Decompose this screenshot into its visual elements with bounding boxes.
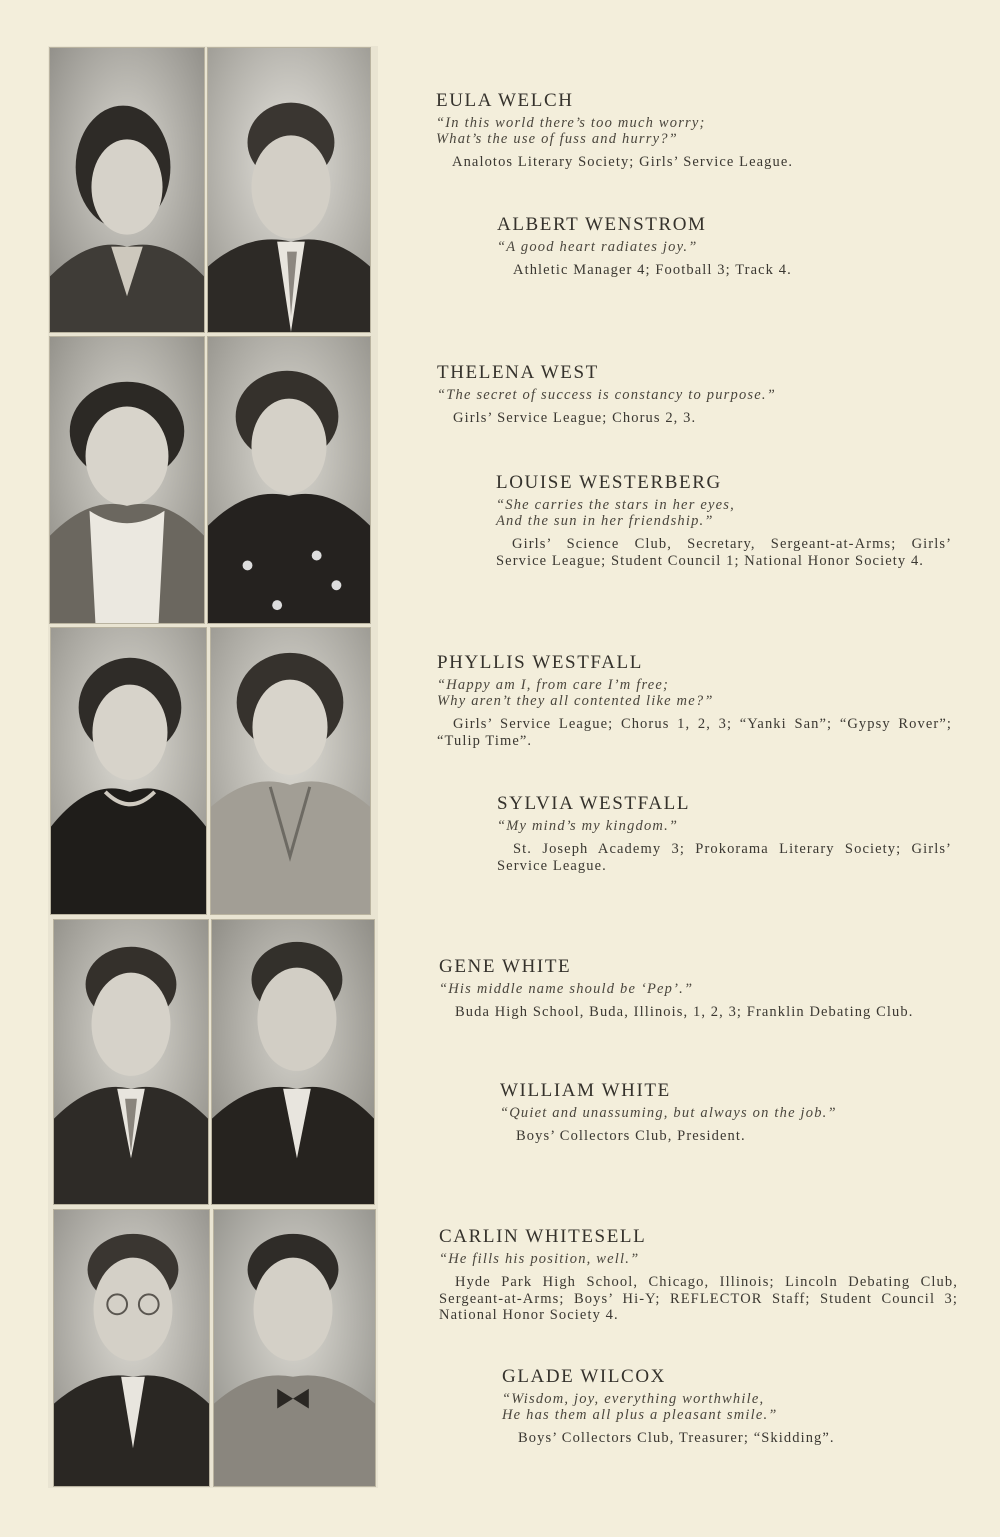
entry-william-white xyxy=(500,1080,920,1145)
entry-glade-wilcox xyxy=(502,1366,930,1447)
entry-sylvia-westfall xyxy=(497,793,952,874)
student-name: LOUISE WESTERBERG xyxy=(496,472,722,493)
student-quote: “My mind’s my kingdom.” xyxy=(497,818,679,834)
student-name: THELENA WEST xyxy=(437,362,599,383)
student-quote: “Quiet and unassuming, but always on the job.” xyxy=(500,1105,837,1121)
entry-phyllis-westfall xyxy=(437,652,952,749)
portrait-eula-welch xyxy=(49,47,205,333)
student-activities: Boys’ Collectors Club, President. xyxy=(516,1128,746,1144)
portrait-william-white xyxy=(211,919,375,1205)
portrait-albert-wenstrom xyxy=(207,47,371,333)
student-activities: Hyde Park High School, Chicago, Illinois; Lincoln Debating Club, Sergeant-at-Arms; Boys’ Hi-Y; REFLECTOR Staff; Student Council 3; National Honor Society 4. xyxy=(439,1274,958,1323)
portrait-thelena-west xyxy=(49,336,205,624)
student-quote: “A good heart radiates joy.” xyxy=(497,239,698,255)
entry-eula-welch xyxy=(436,90,874,171)
student-quote: “His middle name should be ‘Pep’.” xyxy=(439,981,694,997)
student-name: GLADE WILCOX xyxy=(502,1366,666,1387)
student-name: SYLVIA WESTFALL xyxy=(497,793,691,814)
student-name: WILLIAM WHITE xyxy=(500,1080,671,1101)
student-name: GENE WHITE xyxy=(439,956,572,977)
portrait-phyllis-westfall xyxy=(50,627,207,915)
entry-louise-westerberg xyxy=(496,472,952,569)
student-quote: “Happy am I, from care I’m free; Why aren’t they all contented like me?” xyxy=(437,677,714,709)
portrait-sylvia-westfall xyxy=(210,627,371,915)
student-activities: Boys’ Collectors Club, Treasurer; “Skidding”. xyxy=(518,1430,835,1446)
student-activities: Girls’ Service League; Chorus 1, 2, 3; “Yanki San”; “Gypsy Rover”; “Tulip Time”. xyxy=(437,716,952,749)
student-quote: “He fills his position, well.” xyxy=(439,1251,640,1267)
student-activities: Athletic Manager 4; Football 3; Track 4. xyxy=(513,262,792,278)
student-name: ALBERT WENSTROM xyxy=(497,214,707,235)
student-quote: “The secret of success is constancy to purpose.” xyxy=(437,387,776,403)
student-name: PHYLLIS WESTFALL xyxy=(437,652,643,673)
student-activities: Girls’ Service League; Chorus 2, 3. xyxy=(453,410,697,426)
entry-gene-white xyxy=(439,956,952,1021)
student-quote: “In this world there’s too much worry; What’s the use of fuss and hurry?” xyxy=(436,115,706,147)
student-activities: Analotos Literary Society; Girls’ Service League. xyxy=(452,154,794,170)
student-quote: “Wisdom, joy, everything worthwhile, He has them all plus a pleasant smile.” xyxy=(502,1391,778,1423)
portrait-louise-westerberg xyxy=(207,336,371,624)
student-activities: Girls’ Science Club, Secretary, Sergeant-at-Arms; Girls’ Service League; Student Council 1; National Honor Society 4. xyxy=(496,536,952,569)
student-name: EULA WELCH xyxy=(436,90,574,111)
portrait-gene-white xyxy=(53,919,209,1205)
portrait-glade-wilcox xyxy=(213,1209,376,1487)
student-name: CARLIN WHITESELL xyxy=(439,1226,647,1247)
student-quote: “She carries the stars in her eyes, And the sun in her friendship.” xyxy=(496,497,735,529)
portrait-carlin-whitesell xyxy=(53,1209,210,1487)
student-activities: Buda High School, Buda, Illinois, 1, 2, 3; Franklin Debating Club. xyxy=(455,1004,914,1020)
entry-carlin-whitesell xyxy=(439,1226,958,1324)
entry-thelena-west xyxy=(437,362,874,427)
entry-albert-wenstrom xyxy=(497,214,874,279)
student-activities: St. Joseph Academy 3; Prokorama Literary Society; Girls’ Service League. xyxy=(497,841,952,874)
